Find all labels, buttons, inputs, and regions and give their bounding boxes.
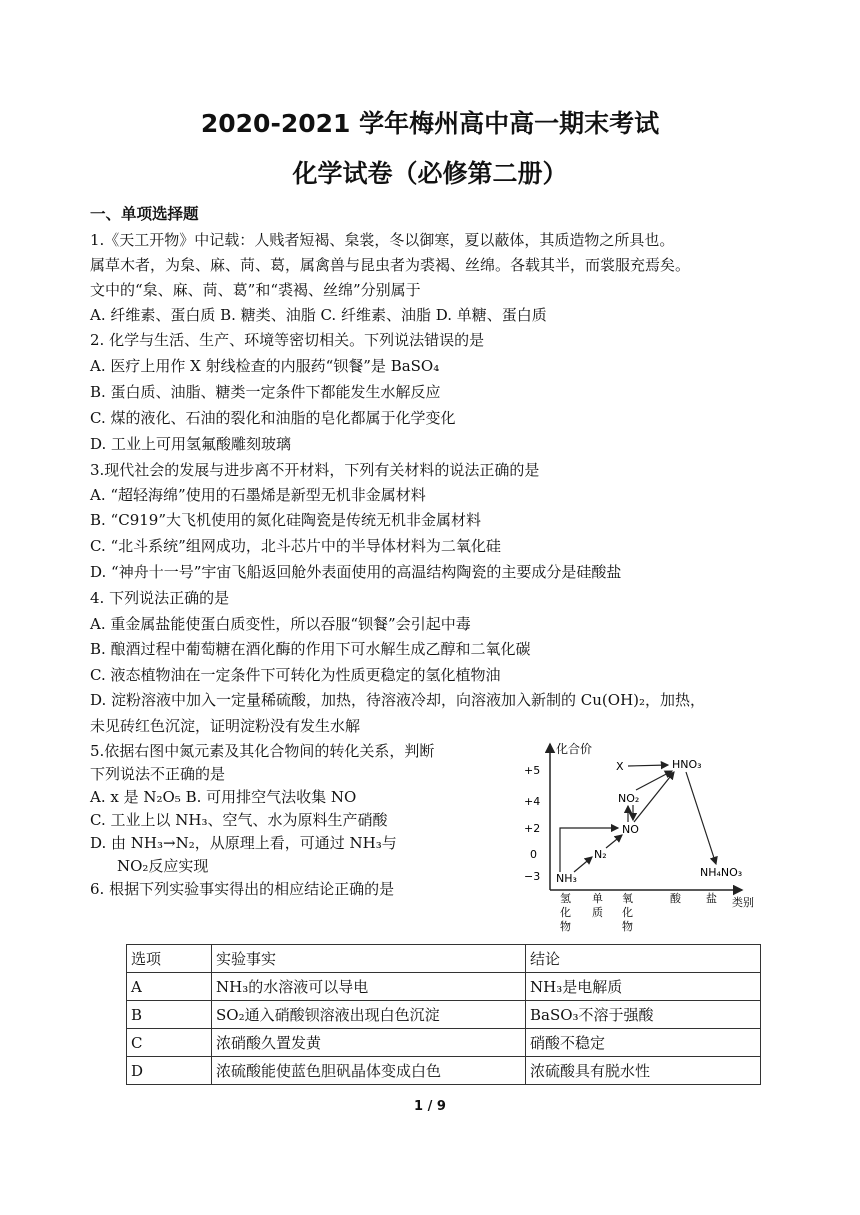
x-cat-oxide-3: 物 [622,920,633,933]
question-2-option-b: B. 蛋白质、油脂、糖类一定条件下都能发生水解反应 [90,383,441,401]
arrow-x-hno3 [628,765,668,766]
arrow-nh3-no [560,828,618,872]
x-cat-element-2: 质 [592,906,603,919]
table-cell: 浓硫酸能使蓝色胆矾晶体变成白色 [212,1057,526,1085]
x-cat-acid: 酸 [670,892,681,905]
table-row [127,973,761,1001]
node-nh3: NH₃ [556,872,577,885]
table-cell: 浓硝酸久置发黄 [212,1029,526,1057]
question-2-stem: 2. 化学与生活、生产、环境等密切相关。下列说法错误的是 [90,331,485,349]
arrow-n2-no [606,835,622,848]
y-tick-plus2: +2 [524,822,541,835]
question-1-line-2: 属草木者，为枲、麻、苘、葛，属禽兽与昆虫者为裘褐、丝绵。各载其半，而裳服充焉矣。 [90,256,691,274]
question-5-options-ab: A. x 是 N₂O₅ B. 可用排空气法收集 NO [90,788,357,806]
arrow-nh3-n2 [574,857,592,872]
arrow-no-hno3 [634,772,674,822]
exam-subtitle: 化学试卷（必修第二册） [292,159,568,188]
table-cell: A [127,973,212,1001]
question-3-option-d: D. “神舟十一号”宇宙飞船返回舱外表面使用的高温结构陶瓷的主要成分是硅酸盐 [90,563,622,581]
x-cat-oxide: 氧 [622,892,633,905]
question-4-option-c: C. 液态植物油在一定条件下可转化为性质更稳定的氢化植物油 [90,666,501,684]
node-no2: NO₂ [618,792,640,805]
exam-title: 2020-2021 学年梅州高中高一期末考试 [200,109,660,138]
table-header-row [127,945,761,973]
question-5-stem-cont: 下列说法不正确的是 [90,765,226,783]
question-5-option-d-cont: NO₂反应实现 [117,857,209,875]
question-4-stem: 4. 下列说法正确的是 [90,589,230,607]
question-4-option-d: D. 淀粉溶液中加入一定量稀硫酸，加热，待溶液冷却，向溶液加入新制的 Cu(OH)₂，加热， [90,691,706,709]
question-3-option-a: A. “超轻海绵”使用的石墨烯是新型无机非金属材料 [90,486,426,504]
x-cat-element: 单 [592,892,603,905]
x-cat-hydride-2: 化 [560,906,571,919]
x-cat-salt: 盐 [706,892,717,905]
table-header: 结论 [526,945,761,973]
y-tick-minus3: −3 [524,870,541,883]
question-1-line-3: 文中的“枲、麻、苘、葛”和“裘褐、丝绵”分别属于 [90,281,421,299]
question-5-option-d: D. 由 NH₃→N₂，从原理上看，可通过 NH₃与 [90,834,397,852]
table-cell: 浓硫酸具有脱水性 [526,1057,761,1085]
question-5-option-c: C. 工业上以 NH₃、空气、水为原料生产硝酸 [90,811,388,829]
y-axis-label: 化合价 [556,742,593,756]
table-cell: C [127,1029,212,1057]
question-1-options: A. 纤维素、蛋白质 B. 糖类、油脂 C. 纤维素、油脂 D. 单糖、蛋白质 [90,306,547,324]
x-cat-hydride-3: 物 [560,920,571,933]
nitrogen-conversion-diagram [520,740,770,938]
node-nh4no3: NH₄NO₃ [700,866,743,879]
table-cell: SO₂通入硝酸钡溶液出现白色沉淀 [212,1001,526,1029]
question-5-stem: 5.依据右图中氮元素及其化合物间的转化关系，判断 [90,742,435,760]
table-cell: 硝酸不稳定 [526,1029,761,1057]
question-2-option-d: D. 工业上可用氢氟酸雕刻玻璃 [90,435,292,453]
arrow-hno3-nh4no3 [686,772,716,864]
table-header: 选项 [127,945,212,973]
question-4-option-d-cont: 未见砖红色沉淀，证明淀粉没有发生水解 [90,717,361,735]
table-header: 实验事实 [212,945,526,973]
question-2-option-c: C. 煤的液化、石油的裂化和油脂的皂化都属于化学变化 [90,409,456,427]
table-row [127,1057,761,1085]
question-3-option-b: B. “C919”大飞机使用的氮化硅陶瓷是传统无机非金属材料 [90,511,482,529]
x-axis-label: 类别 [732,896,754,909]
x-cat-oxide-2: 化 [622,906,633,919]
table-cell: D [127,1057,212,1085]
table-row [127,1001,761,1029]
table-cell: NH₃的水溶液可以导电 [212,973,526,1001]
node-hno3: HNO₃ [672,758,702,771]
node-no: NO [622,823,639,836]
table-cell: NH₃是电解质 [526,973,761,1001]
table-cell: B [127,1001,212,1029]
question-6-stem: 6. 根据下列实验事实得出的相应结论正确的是 [90,880,395,898]
question-3-option-c: C. “北斗系统”组网成功，北斗芯片中的半导体材料为二氧化硅 [90,537,501,555]
y-tick-0: 0 [530,848,537,861]
page-number: 1 / 9 [414,1099,446,1114]
x-cat-hydride: 氢 [560,892,571,905]
y-tick-plus5: +5 [524,764,541,777]
node-n2: N₂ [594,848,607,861]
question-4-option-a: A. 重金属盐能使蛋白质变性，所以吞服“钡餐”会引起中毒 [90,615,471,633]
question-3-stem: 3.现代社会的发展与进步离不开材料，下列有关材料的说法正确的是 [90,461,540,479]
question-1-line-1: 1.《天工开物》中记载：人贱者短褐、枲裳，冬以御寒，夏以蔽体，其质造物之所具也。 [90,231,675,249]
node-x: X [616,760,624,773]
table-row [127,1029,761,1057]
section-heading: 一、单项选择题 [90,205,199,223]
question-4-option-b: B. 酿酒过程中葡萄糖在酒化酶的作用下可水解生成乙醇和二氧化碳 [90,640,531,658]
y-tick-plus4: +4 [524,795,541,808]
experiment-table [126,944,761,1085]
table-cell: BaSO₃不溶于强酸 [526,1001,761,1029]
question-2-option-a: A. 医疗上用作 X 射线检查的内服药“钡餐”是 BaSO₄ [90,357,440,375]
